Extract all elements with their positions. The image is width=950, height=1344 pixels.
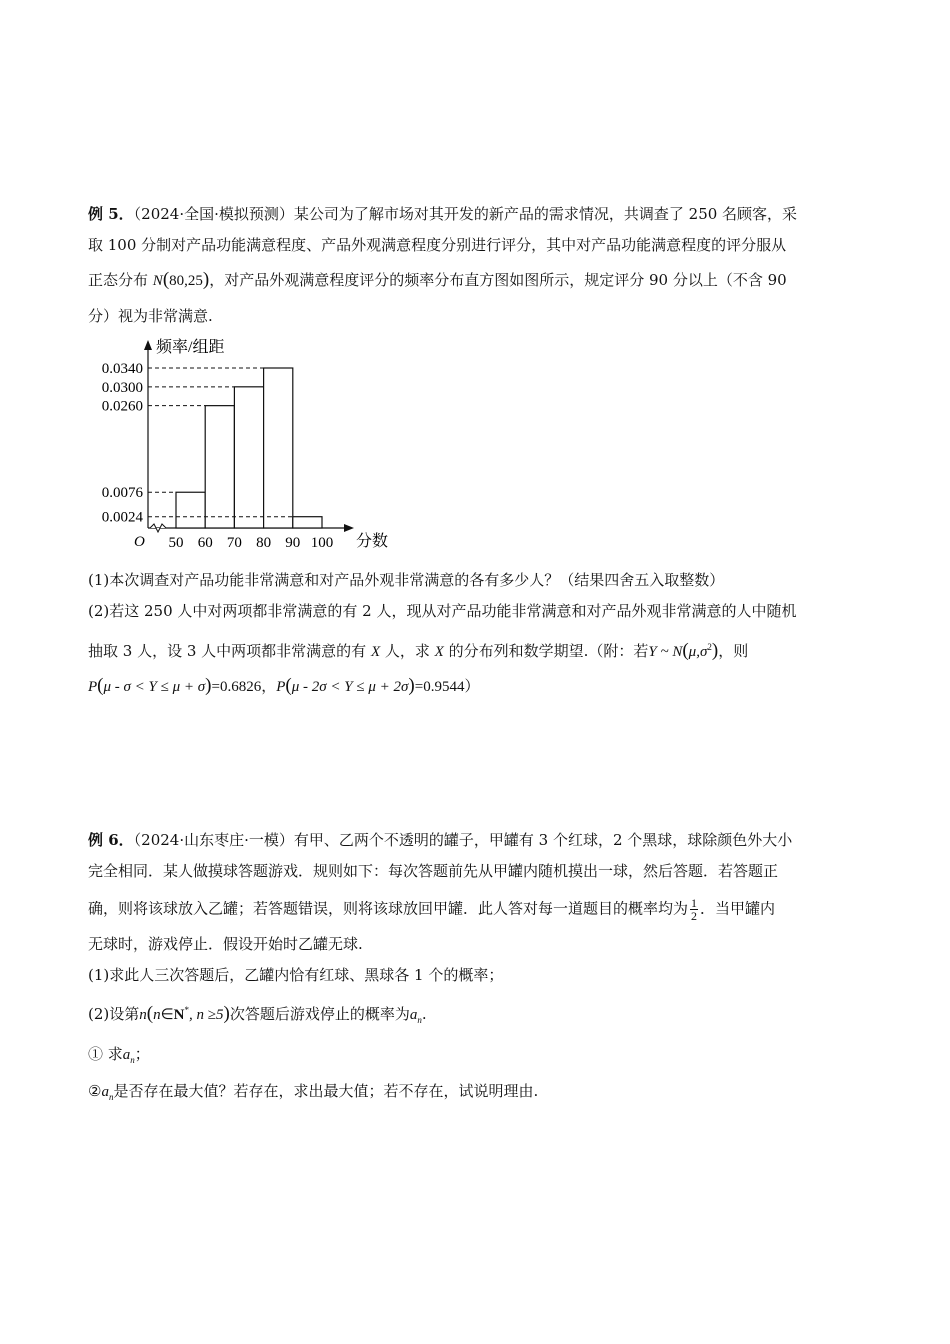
paren-close: ) (711, 640, 719, 661)
sub1-a: a (122, 1047, 131, 1063)
paren-close: ) (223, 1003, 230, 1024)
sub1-end: ； (134, 1045, 150, 1063)
line3-pre: 正态分布 (88, 271, 149, 289)
example6-sub1 (88, 1044, 870, 1070)
dist-params: μ,σ (688, 644, 708, 660)
paren-open: ( (682, 640, 689, 661)
fraction-one-half (690, 897, 698, 922)
example6-line1 (88, 830, 870, 850)
example6-q2 (88, 1000, 870, 1030)
x-tick-label: 60 (197, 535, 213, 551)
frac-num: 1 (691, 896, 698, 910)
formula2-inner: μ - 2σ < Y ≤ μ + 2σ (291, 679, 409, 695)
var-a-sub: n (417, 1015, 422, 1025)
paren-open: ( (162, 269, 170, 290)
example5-q2-line1: (2)若这 250 人中对两项都非常满意的有 2 人，现从对产品功能非常满意和对产品外观非常满意的人中随机 (88, 602, 797, 620)
example6-text1: （2024·山东枣庄·一模）有甲、乙两个不透明的罐子，甲罐有 3 个红球，2 个黑球，球除颜色外大小 (133, 831, 793, 849)
example5-line1 (88, 204, 870, 224)
y-tick-label: 0.0076 (101, 485, 143, 502)
formula1-value: =0.6826 (211, 679, 262, 695)
histogram-bar (234, 387, 263, 528)
normal-dist-args: 80,25 (169, 273, 203, 289)
q2-d: ，则 (718, 642, 749, 660)
q2-a: 抽取 3 人，设 3 人中两项都非常满意的有 (88, 642, 371, 660)
histogram-bar (205, 406, 234, 528)
natural-set: N (173, 1007, 185, 1023)
histogram-bar (293, 517, 322, 528)
y-tick-label: 0.0300 (101, 379, 143, 396)
paren-close: ) (205, 675, 212, 696)
example5-line3 (88, 270, 870, 291)
line3-pre: 确，则将该球放入乙罐；若答题错误，则将该球放回甲罐．此人答对每一道题目的概率均为 (88, 899, 689, 918)
y-tick-label: 0.0260 (101, 398, 143, 415)
x-tick-label: 100 (310, 535, 334, 551)
example5-q2-line2 (88, 637, 870, 662)
sub2-text: 是否存在最大值？若存在，求出最大值；若不存在，试说明理由. (113, 1082, 539, 1100)
paren-open: ( (285, 675, 292, 696)
x-tick-label: 80 (256, 535, 272, 551)
dist-y-n: Y ~ N (648, 644, 683, 660)
example6-sub2 (88, 1081, 870, 1107)
y-tick-label: 0.0024 (101, 509, 143, 526)
histogram-chart (88, 334, 388, 556)
example5-line2: 取 100 分制对产品功能满意程度、产品外观满意程度分别进行评分，其中对产品功能满意程度的评分服从 (88, 236, 787, 254)
sub2-a-sub: n (108, 1092, 114, 1102)
example6-label: 例 6． (88, 831, 134, 849)
set-star: * (184, 1005, 189, 1015)
example6-line2: 完全相同．某人做摸球答题游戏．规则如下：每次答题前先从甲罐内随机摸出一球，然后答题．若答题正 (88, 862, 779, 880)
x-tick-label: 90 (285, 535, 301, 551)
y-tick-label: 0.0340 (101, 361, 143, 377)
x-axis-arrow (344, 524, 354, 532)
x-tick-label: 70 (226, 535, 242, 551)
example6-line3 (88, 897, 870, 922)
example5-label: 例 5． (88, 205, 134, 223)
q2-pre: (2)设第 (88, 1005, 140, 1023)
example5-formula-line (88, 676, 870, 697)
element-of: ∈ (160, 1007, 174, 1023)
var-n: n (139, 1007, 147, 1023)
line3-post: ．当甲罐内 (700, 899, 776, 918)
formula-close: ） (464, 677, 480, 695)
sub2-a: a (101, 1084, 109, 1100)
formula1-p: P (88, 679, 98, 695)
sub1-pre: ① 求 (88, 1045, 123, 1063)
origin-label: O (134, 534, 145, 550)
paren-open: ( (97, 675, 104, 696)
q2-b: 人，求 (380, 642, 435, 660)
cond-n: n (153, 1007, 161, 1023)
example5-q1: (1)本次调查对产品功能非常满意和对产品外观非常满意的各有多少人？（结果四舍五入取整数） (88, 571, 725, 589)
var-x2: X (434, 644, 444, 660)
frac-den: 2 (691, 909, 698, 923)
example6-line4: 无球时，游戏停止．假设开始时乙罐无球. (88, 935, 363, 953)
y-axis-label: 频率/组距 (156, 339, 225, 356)
line3-post: ，对产品外观满意程度评分的频率分布直方图如图所示，规定评分 90 分以上（不含 90 (209, 271, 787, 289)
formula2-p: P (276, 679, 286, 695)
paren-open: ( (146, 1003, 154, 1024)
var-x1: X (370, 644, 381, 660)
formula-sep: ， (261, 677, 277, 695)
sub1-a-sub: n (130, 1055, 135, 1065)
paren-close: ) (202, 269, 210, 290)
formula1-inner: μ - σ < Y ≤ μ + σ (103, 679, 206, 695)
y-axis-arrow (144, 340, 152, 350)
x-tick-label: 50 (168, 535, 184, 551)
normal-dist-n: N (152, 273, 163, 289)
example5-line4: 分）视为非常满意. (88, 307, 213, 325)
histogram-bar (264, 368, 293, 528)
axis-break-icon (150, 524, 166, 532)
sub2-pre: ② (88, 1082, 102, 1100)
var-a: a (409, 1007, 418, 1023)
q2-mid: 次答题后游戏停止的概率为 (229, 1005, 410, 1023)
q2-end: . (421, 1005, 427, 1023)
q2-c: 的分布列和数学期望.（附：若 (443, 642, 649, 660)
paren-close: ) (408, 675, 415, 696)
histogram-marks (102, 361, 334, 551)
formula2-value: =0.9544 (414, 679, 465, 695)
example5-text1: （2024·全国·模拟预测）某公司为了解市场对其开发的新产品的需求情况，共调查了 250 名顾客，采 (133, 205, 798, 223)
square-exp: 2 (707, 642, 712, 652)
histogram-bar (176, 492, 205, 528)
example6-q1: (1)求此人三次答题后，乙罐内恰有红球、黑球各 1 个的概率； (88, 966, 504, 984)
x-axis-label: 分数 (356, 533, 388, 550)
cond-ge: , n ≥5 (189, 1007, 224, 1023)
